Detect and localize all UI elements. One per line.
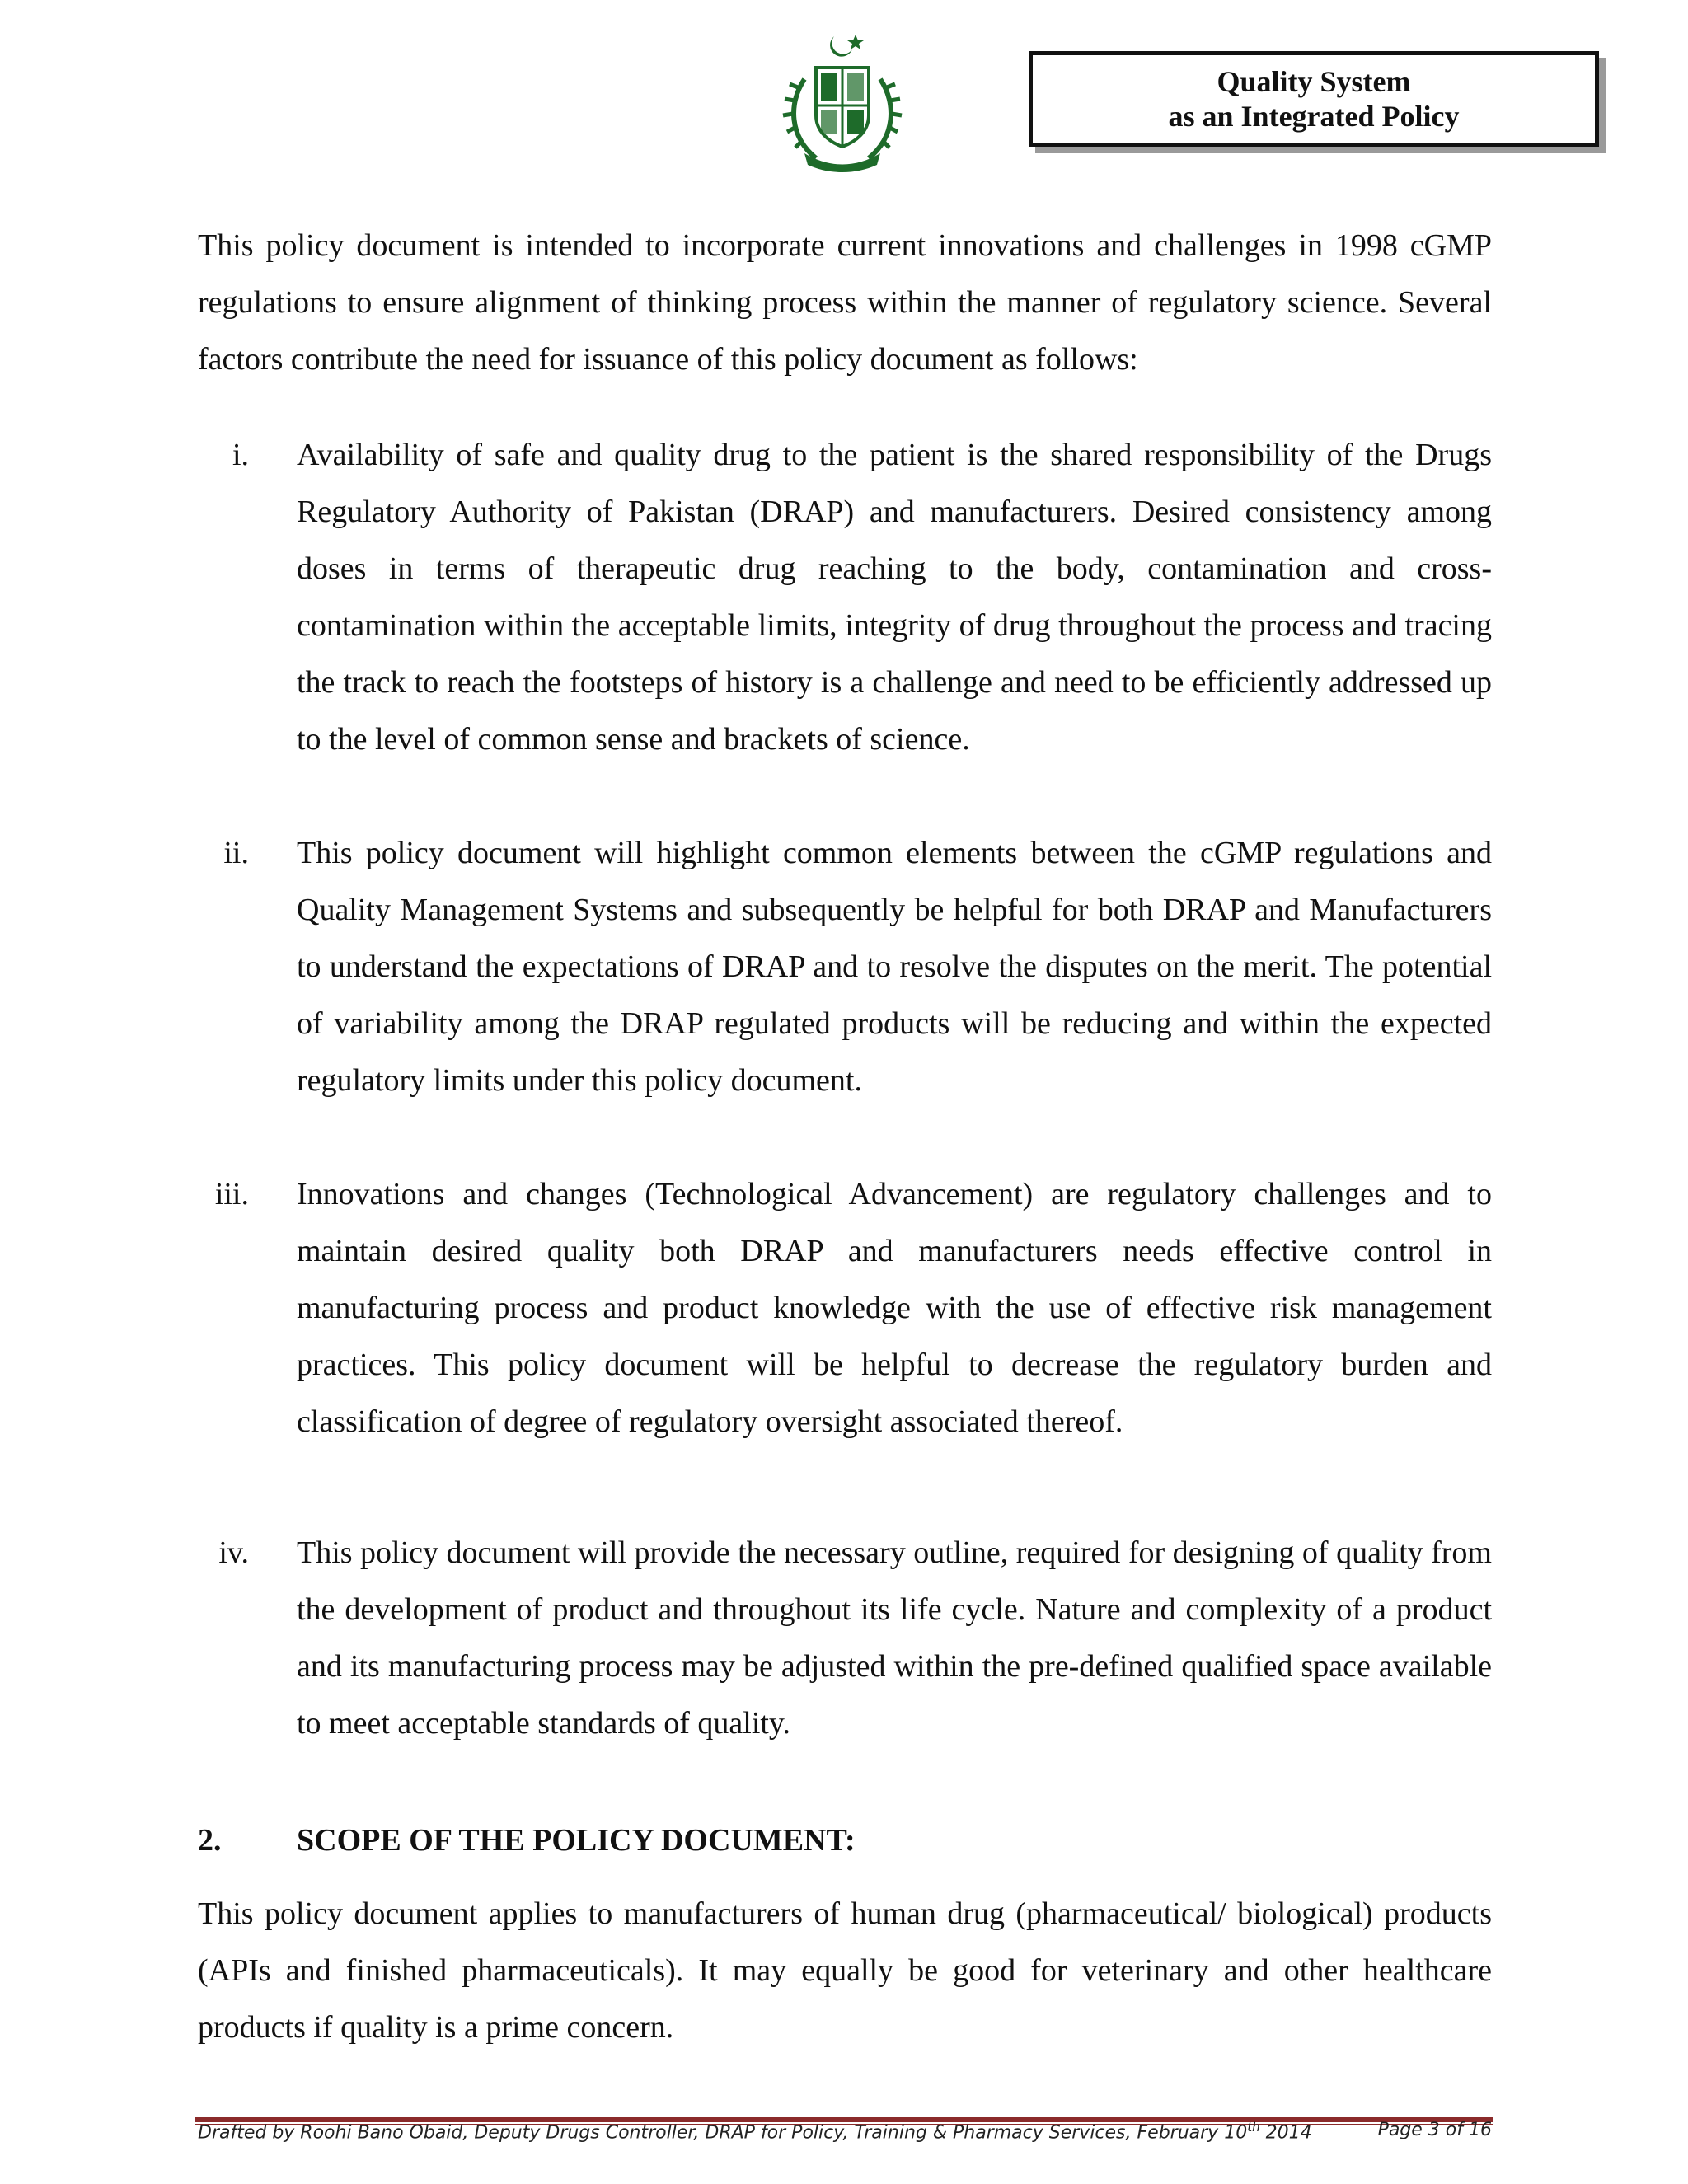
- list-item: [198, 1166, 1492, 1451]
- document-body: [198, 218, 1492, 2056]
- list-text: This policy document will provide the necessary outline, required for designing of quality from the development of product and throughout its life cycle. Nature and complexity of a product and its manufacturing process may be adjusted within the pre-defined qualified space available to meet acceptable standards of quality.: [297, 1535, 1492, 1741]
- list-number: iv.: [218, 1535, 249, 1570]
- list-number: ii.: [223, 836, 249, 870]
- list-item: [198, 825, 1492, 1109]
- state-emblem-icon: [780, 30, 905, 175]
- title-line-1: Quality System: [1217, 65, 1411, 98]
- scope-paragraph: This policy document applies to manufacturers of human drug (pharmaceutical/ biological) products (APIs and finished pharmaceuticals). It may equally be good for veterinary and other healthcare products if quality is a prime concern.: [198, 1896, 1492, 2045]
- list-number: iii.: [214, 1177, 249, 1212]
- section-heading: [198, 1812, 1492, 1869]
- section-number: 2.: [198, 1823, 222, 1858]
- list-item: [198, 1525, 1492, 1752]
- list-text: Innovations and changes (Technological Advancement) are regulatory challenges and to maintain desired quality both DRAP and manufacturers needs effective control in manufacturing process and product knowledge with the use of effective risk management practices. This policy document will be helpful to decrease the regulatory burden and classification of degree of regulatory oversight associated thereof.: [297, 1177, 1492, 1439]
- document-title-box: [1029, 51, 1599, 147]
- list-text: This policy document will highlight common elements between the cGMP regulations and Quality Management Systems and subsequently be helpful for both DRAP and Manufacturers to understand the expectations of DRAP and to resolve the disputes on the merit. The potential of variability among the DRAP regulated products will be reducing and within the expected regulatory limits under this policy document.: [297, 836, 1492, 1098]
- section-title: SCOPE OF THE POLICY DOCUMENT:: [297, 1823, 856, 1858]
- list-number: i.: [232, 438, 249, 472]
- title-line-2: as an Integrated Policy: [1168, 100, 1460, 133]
- footer-credit: Drafted by Roohi Bano Obaid, Deputy Drugs Controller, DRAP for Policy, Training & Pharmacy Services, February 10th 2014: [198, 2120, 1312, 2144]
- list-text: Availability of safe and quality drug to the patient is the shared responsibility of the Drugs Regulatory Authority of Pakistan (DRAP) and manufacturers. Desired consistency among doses in terms of therapeutic drug reaching to the body, contamination and cross-contamination within the acceptable limits, integrity of drug throughout the process and tracing the track to reach the footsteps of history is a challenge and need to be efficiently addressed up to the level of common sense and brackets of science.: [297, 438, 1492, 757]
- page-number: Page 3 of 16: [1377, 2120, 1492, 2140]
- intro-paragraph: This policy document is intended to incorporate current innovations and challenges in 1998 cGMP regulations to ensure alignment of thinking process within the manner of regulatory science. Several factors contribute the need for issuance of this policy document as follows:: [198, 228, 1492, 377]
- list-item: [198, 427, 1492, 768]
